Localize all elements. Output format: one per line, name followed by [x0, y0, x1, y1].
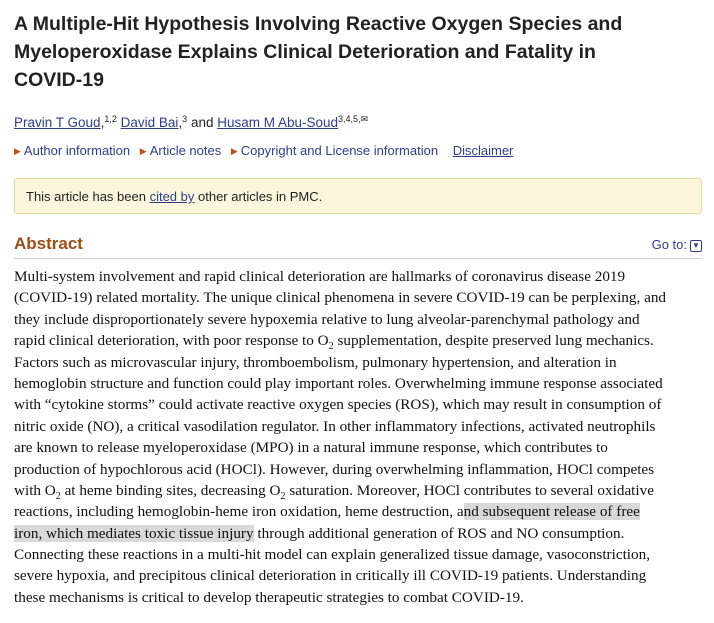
subscript: 2 — [55, 490, 61, 502]
abstract-line — [14, 394, 704, 415]
title-line: A Multiple-Hit Hypothesis Involving Reactive Oxygen Species and — [14, 13, 623, 35]
triangle-right-icon: ▶ — [230, 146, 238, 156]
highlighted-text: iron, which mediates toxic tissue injury — [14, 524, 254, 542]
title-line: Myeloperoxidase Explains Clinical Deterioration and Fatality in — [14, 41, 596, 63]
abstract-text-run: at heme binding sites, decreasing O — [60, 481, 281, 499]
abstract-text-run: saturation. Moreover, HOCl contributes to several oxidative — [285, 481, 654, 499]
abstract-line — [14, 587, 704, 608]
abstract-header — [14, 234, 702, 259]
author-link[interactable]: Pravin T Goud — [14, 115, 101, 130]
abstract-text-run: with O — [14, 481, 56, 499]
abstract-line — [14, 565, 704, 586]
abstract-text-run: these mechanisms is critical to develop therapeutic strategies to combat COVID-19. — [14, 588, 524, 606]
article-notes-toggle[interactable]: ▶ Article notes — [139, 143, 222, 158]
author-affiliation: 3,4,5,✉ — [338, 114, 369, 124]
cited-by-link[interactable]: cited by — [149, 189, 195, 204]
abstract-text-run: supplementation, despite preserved lung mechanics. — [333, 332, 654, 350]
abstract-text-run: Multi-system involvement and rapid clinical deterioration are hallmarks of coronavirus disease 2019 — [14, 268, 626, 285]
abstract-line — [14, 437, 704, 458]
article-title — [14, 10, 704, 94]
abstract-text-run: severe hypoxia, and precipitous clinical deterioration in critically ill COVID-19 patients. Understanding — [14, 567, 647, 585]
abstract-line — [14, 352, 704, 373]
subscript: 2 — [280, 490, 286, 502]
subscript: 2 — [328, 341, 334, 353]
goto-label: Go to: — [651, 237, 687, 252]
abstract-line — [14, 287, 704, 308]
goto-menu[interactable] — [652, 237, 702, 253]
article-meta-links — [14, 142, 513, 161]
author-list: Pravin T Goud,$^{1,2}$ David Bai,$^3$ and Husam M Abu-Soud$^{3,4,5,✉}$ — [14, 114, 369, 130]
abstract-text-run: reactions, including hemoglobin-heme iron oxidation, heme destruction, a — [14, 503, 464, 521]
copyright-info-toggle[interactable]: ▶ Copyright and License information — [230, 143, 439, 158]
abstract-text-run: are known to release myeloperoxidase (MPO) in a natural immune response, which contributes to — [14, 439, 608, 457]
abstract-line — [14, 309, 704, 330]
abstract-text-run: Connecting these reactions in a multi-hit model can explain generalized tissue damage, vasoconstriction, — [14, 546, 650, 564]
abstract-text-run: with “cytokine storms” could activate reactive oxygen species (ROS), which may result in consumption of — [14, 396, 662, 414]
abstract-text-run: they include disproportionately severe hypoxemia relative to lung alveolar-parenchymal pathology and — [14, 310, 640, 328]
highlighted-text: nd subsequent release of free — [463, 503, 640, 521]
author-information-toggle[interactable]: ▶ Author information — [14, 143, 131, 158]
abstract-text — [14, 266, 704, 608]
abstract-text-run: hemoglobin structure and function could play important roles. Overwhelming immune response associated — [14, 374, 663, 392]
abstract-line — [14, 266, 704, 287]
abstract-text-run: production of hypochlorous acid (HOCl). However, during overwhelming inflammation, HOCl competes — [14, 460, 655, 478]
cited-by-notice — [14, 178, 702, 214]
abstract-text-run: through additional generation of ROS and NO consumption. — [253, 524, 625, 542]
abstract-line — [14, 480, 704, 501]
author-joiner: and — [190, 115, 214, 130]
author-link[interactable]: Husam M Abu-Soud — [217, 115, 339, 130]
notice-suffix: other articles in PMC. — [194, 189, 323, 204]
disclaimer-link[interactable]: Disclaimer — [452, 143, 514, 158]
abstract-heading: Abstract — [14, 234, 83, 253]
abstract-line — [14, 373, 704, 394]
abstract-text-run: nitric oxide (NO), a critical vasodilation regulator. In other inflammatory infections, activated neutrophils — [14, 417, 656, 435]
abstract-line — [14, 459, 704, 480]
abstract-line — [14, 416, 704, 437]
notice-prefix: This article has been — [26, 189, 150, 204]
abstract-line — [14, 544, 704, 565]
author-link[interactable]: David Bai — [120, 115, 179, 130]
triangle-right-icon: ▶ — [14, 146, 21, 156]
abstract-text-run: rapid clinical deterioration, with poor response to O — [14, 332, 329, 350]
abstract-text-run: Factors such as microvascular injury, thromboembolism, pulmonary hypertension, and alteration in — [14, 353, 617, 371]
abstract-line — [14, 330, 704, 351]
triangle-right-icon: ▶ — [139, 146, 147, 156]
chevron-down-icon: ▼ — [690, 240, 702, 252]
abstract-line — [14, 523, 704, 544]
abstract-line — [14, 501, 704, 522]
author-affiliation: 1,2 — [104, 114, 117, 124]
title-line: COVID-19 — [14, 69, 104, 91]
author-affiliation: 3 — [182, 114, 188, 124]
abstract-text-run: (COVID-19) related mortality. The unique clinical phenomena in severe COVID-19 can be perplexing, and — [14, 289, 667, 307]
